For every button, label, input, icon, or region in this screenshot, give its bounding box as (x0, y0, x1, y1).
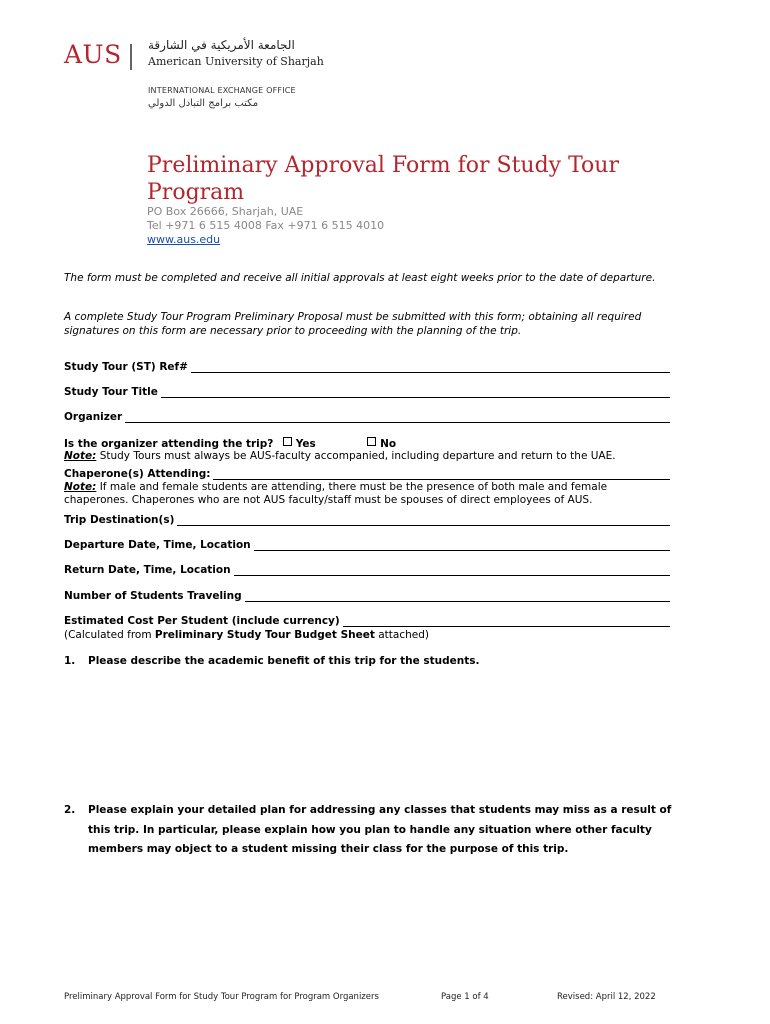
field-label: Trip Destination(s) (64, 514, 175, 526)
cost-note-pre: (Calculated from (64, 629, 155, 641)
field-trip-destinations (64, 514, 670, 526)
office-name-english: INTERNATIONAL EXCHANGE OFFICE (148, 86, 296, 95)
yes-label: Yes (295, 438, 316, 450)
address-po-box: PO Box 26666, Sharjah, UAE (147, 205, 304, 218)
note-label: Note: (64, 450, 97, 462)
field-label: Estimated Cost Per Student (include currency) (64, 615, 340, 627)
cost-note (64, 629, 684, 642)
field-return (64, 564, 670, 576)
field-label: Departure Date, Time, Location (64, 539, 251, 551)
chaperone-note (64, 481, 674, 507)
field-label: Number of Students Traveling (64, 590, 242, 602)
field-departure (64, 539, 670, 551)
field-estimated-cost (64, 615, 670, 627)
logo-divider (130, 44, 132, 70)
field-label: Return Date, Time, Location (64, 564, 231, 576)
question-2 (64, 801, 694, 860)
attending-question-label: Is the organizer attending the trip? (64, 438, 274, 450)
footer-revised-date: Revised: April 12, 2022 (557, 992, 656, 1002)
question-text: Please explain your detailed plan for addressing any classes that students may miss as a result of this trip. In particular, please explain how you plan to handle any situation where other faculty members may object to a student missing their class for the purpose of this trip. (88, 804, 672, 855)
intro-paragraph-2: A complete Study Tour Program Preliminary Proposal must be submitted with this form; obtaining all required signatures on this form are necessary prior to proceeding with the planning of the trip. (64, 311, 642, 337)
field-number-of-students (64, 590, 670, 602)
organizer-input-line[interactable] (125, 412, 670, 423)
students-input-line[interactable] (245, 591, 670, 602)
attending-note-text: Study Tours must always be AUS-faculty accompanied, including departure and return to the UAE. (99, 450, 616, 462)
website-link[interactable]: www.aus.edu (147, 233, 221, 246)
field-label: Study Tour Title (64, 386, 158, 398)
destination-input-line[interactable] (177, 515, 670, 526)
cost-note-post: attached) (374, 629, 429, 641)
field-label: Organizer (64, 411, 123, 423)
no-checkbox[interactable] (367, 437, 376, 446)
footer-page-number: Page 1 of 4 (441, 992, 489, 1002)
intro-paragraph-1: The form must be completed and receive all initial approvals at least eight weeks prior to the date of departure. (64, 272, 656, 284)
question-1 (64, 652, 694, 672)
title-input-line[interactable] (161, 387, 670, 398)
no-label: No (380, 438, 397, 450)
return-input-line[interactable] (234, 565, 670, 576)
field-organizer (64, 411, 670, 423)
ref-input-line[interactable] (191, 362, 670, 373)
field-label: Study Tour (ST) Ref# (64, 361, 188, 373)
question-text: Please describe the academic benefit of this trip for the students. (88, 655, 480, 667)
chaperone-input-line[interactable] (213, 469, 670, 480)
field-chaperones (64, 468, 670, 480)
budget-sheet-name: Preliminary Study Tour Budget Sheet (154, 629, 375, 641)
address-phone: Tel +971 6 515 4008 Fax +971 6 515 4010 (147, 219, 385, 232)
page-title: Preliminary Approval Form for Study Tour Program (147, 153, 619, 205)
cost-input-line[interactable] (343, 616, 670, 627)
organizer-attending-question (64, 437, 684, 451)
departure-input-line[interactable] (254, 540, 670, 551)
question-number: 1. (64, 655, 76, 667)
field-study-tour-title (64, 386, 670, 398)
chaperone-note-text: If male and female students are attending, there must be the presence of both male and female chaperones. Chaperones who are not AUS faculty/staff must be spouses of direct employees of AUS. (64, 481, 608, 506)
field-study-tour-ref (64, 361, 670, 373)
footer-form-name: Preliminary Approval Form for Study Tour Program for Program Organizers (64, 992, 379, 1002)
yes-checkbox[interactable] (283, 437, 292, 446)
note-label: Note: (64, 481, 97, 493)
university-name-arabic: الجامعة الأمريكية في الشارقة (148, 38, 295, 52)
field-label: Chaperone(s) Attending: (64, 468, 211, 480)
question-number: 2. (64, 804, 76, 816)
office-name-arabic: مكتب برامج التبادل الدولي (148, 98, 259, 109)
attending-note (64, 450, 684, 463)
aus-logo-text: AUS (64, 40, 122, 69)
university-name-english: American University of Sharjah (148, 55, 324, 68)
